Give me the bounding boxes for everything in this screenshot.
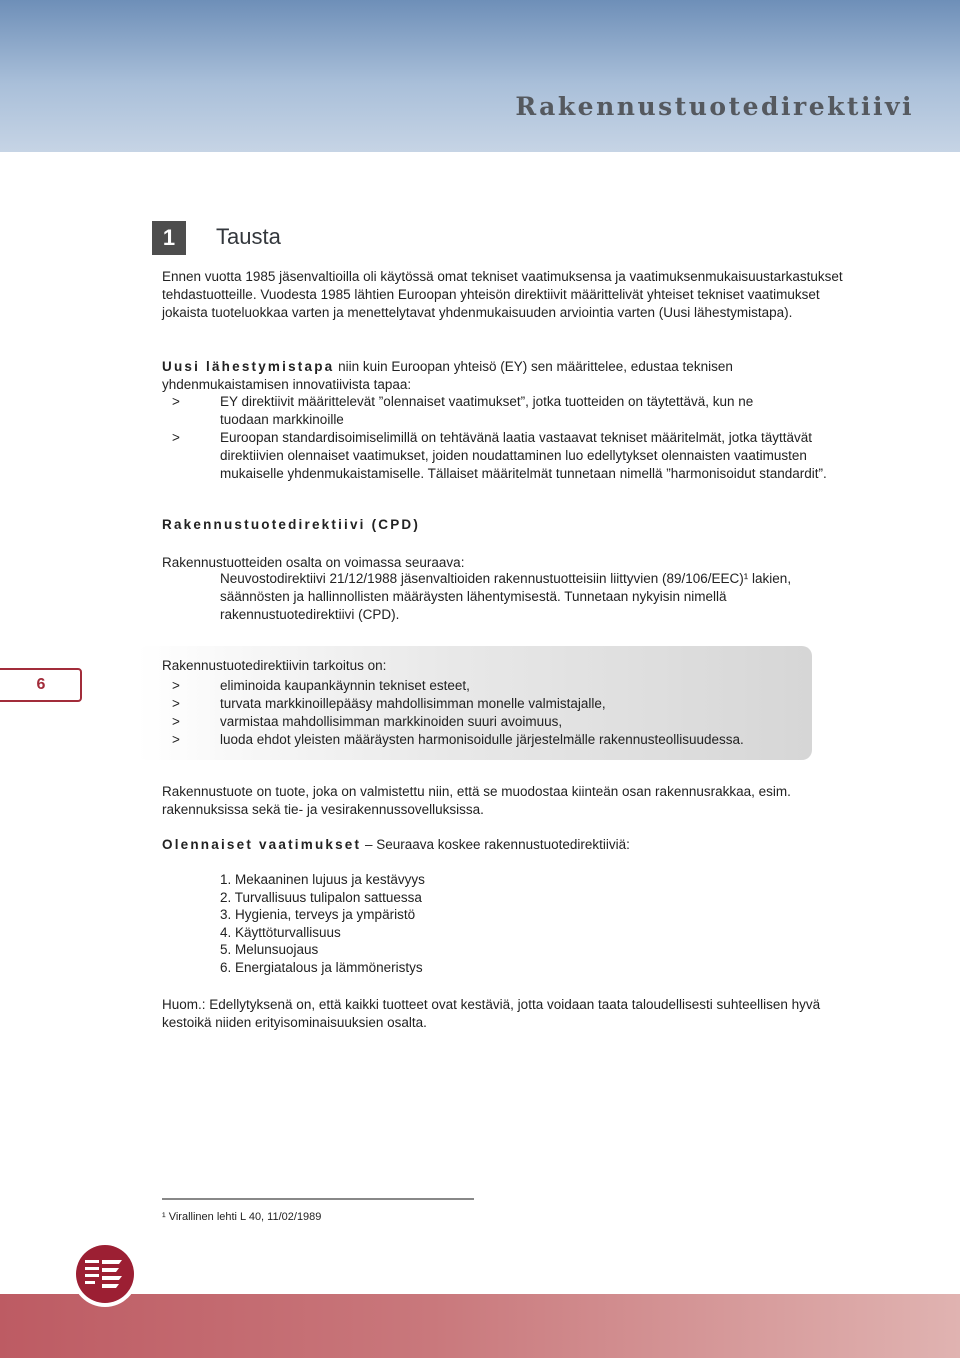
list-item: > turvata markkinoillepääsy mahdollisimman monelle valmistajalle, [172,696,606,711]
list-item: > Euroopan standardisoimiselimillä on tehtävänä laatia vastaavat tekniset määritelmät, jotka täyttävät direktiivien olennaiset vaatimukset, joiden noudattaminen luo edellytykset olennaisten vaatimusten mukaiselle yhdenmukaistamiselle. Tällaiset määritelmät tunnetaan nimellä ”harmonisoidut standardit”. [172,430,827,481]
header-title: Rakennustuotedirektiivi [515,92,914,121]
cpd-heading: Rakennustuotedirektiivi (CPD) [162,517,421,532]
new-approach-paragraph [162,358,852,394]
section-title: Tausta [216,224,281,249]
list-item: > luoda ehdot yleisten määräysten harmonisoidulle järjestelmälle rakennusteollisuudessa. [172,732,744,747]
bullet-marker: > [172,714,180,729]
list-item: > EY direktiivit määrittelevät ”olennaiset vaatimukset”, jotka tuotteiden on täytettävä, kun ne tuodaan markkinoille [172,394,754,427]
product-definition: Rakennustuote on tuote, joka on valmistettu niin, että se muodostaa kiinteän osan rakennusrakkaa, esim. rakennuksissa sekä tie- ja vesirakennussovelluksissa. [162,784,791,817]
cpd-intro: Rakennustuotteiden osalta on voimassa seuraava: [162,555,465,570]
bullet-marker: > [172,678,180,693]
list-item: > varmistaa mahdollisimman markkinoiden suuri avoimuus, [172,714,563,729]
header-band [0,0,960,152]
footnote-divider [162,1198,474,1200]
bullet-marker: > [172,732,180,747]
essential-heading [162,836,852,854]
list-item: > eliminoida kaupankäynnin tekniset esteet, [172,678,470,693]
publisher-logo-icon [71,1240,139,1308]
note-paragraph: Huom.: Edellytyksenä on, että kaikki tuotteet ovat kestäviä, jotta voidaan taata taloudellisesti suhteellisen hyvä kestoikä niiden erityisominaisuuksien osalta. [162,997,821,1030]
essential-lead: Olennaiset vaatimukset [162,837,362,852]
cpd-text: Neuvostodirektiivi 21/12/1988 jäsenvaltioiden rakennustuotteisiin liittyvien (89/106/EEC)¹ lakien, säännösten ja hallinnollisten määräysten lähentymisestä. Tunnetaan nykyisin nimellä rakennustuotedirektiivi (CPD). [220,571,792,622]
essential-list [220,871,425,977]
list-item: 6. Energiatalous ja lämmöneristys [220,959,423,975]
section-number: 1 [152,221,186,255]
new-approach-list [162,393,827,483]
list-item: 1. Mekaaninen lujuus ja kestävyys [220,872,425,887]
bullet-marker: > [172,430,180,445]
footer-band [0,1294,960,1358]
essential-text: – Seuraava koskee rakennustuotedirektiiviä: [361,837,630,852]
new-approach-text: niin kuin Euroopan yhteisö (EY) sen määrittelee, edustaa teknisen yhdenmukaistamisen innovatiivista tapaa: [162,359,733,392]
bullet-marker: > [172,394,180,409]
purpose-intro: Rakennustuotedirektiivin tarkoitus on: [162,658,387,673]
page-number: 6 [36,676,46,693]
footnote: ¹ Virallinen lehti L 40, 11/02/1989 [162,1211,322,1223]
purpose-list [162,677,862,749]
list-item: 5. Melunsuojaus [220,942,319,958]
bullet-marker: > [172,696,180,711]
new-approach-lead: Uusi lähestymistapa [162,359,335,374]
intro-paragraph: Ennen vuotta 1985 jäsenvaltioilla oli käytössä omat tekniset vaatimuksensa ja vaatimuksenmukaisuustarkastukset tehdastuotteille. Vuodesta 1985 lähtien Euroopan yhteisön direktiivit määrittelivät yhteiset tekniset vaatimukset jokaista tuoteluokkaa varten ja menettelytavat yhdenmukaisuuden arviointia varten (Uusi lähestymistapa). [162,269,843,320]
list-item: 4. Käyttöturvallisuus [220,924,341,940]
page-number-tab [0,668,82,702]
list-item: 2. Turvallisuus tulipalon sattuessa [220,889,422,905]
list-item: 3. Hygienia, terveys ja ympäristö [220,907,416,923]
